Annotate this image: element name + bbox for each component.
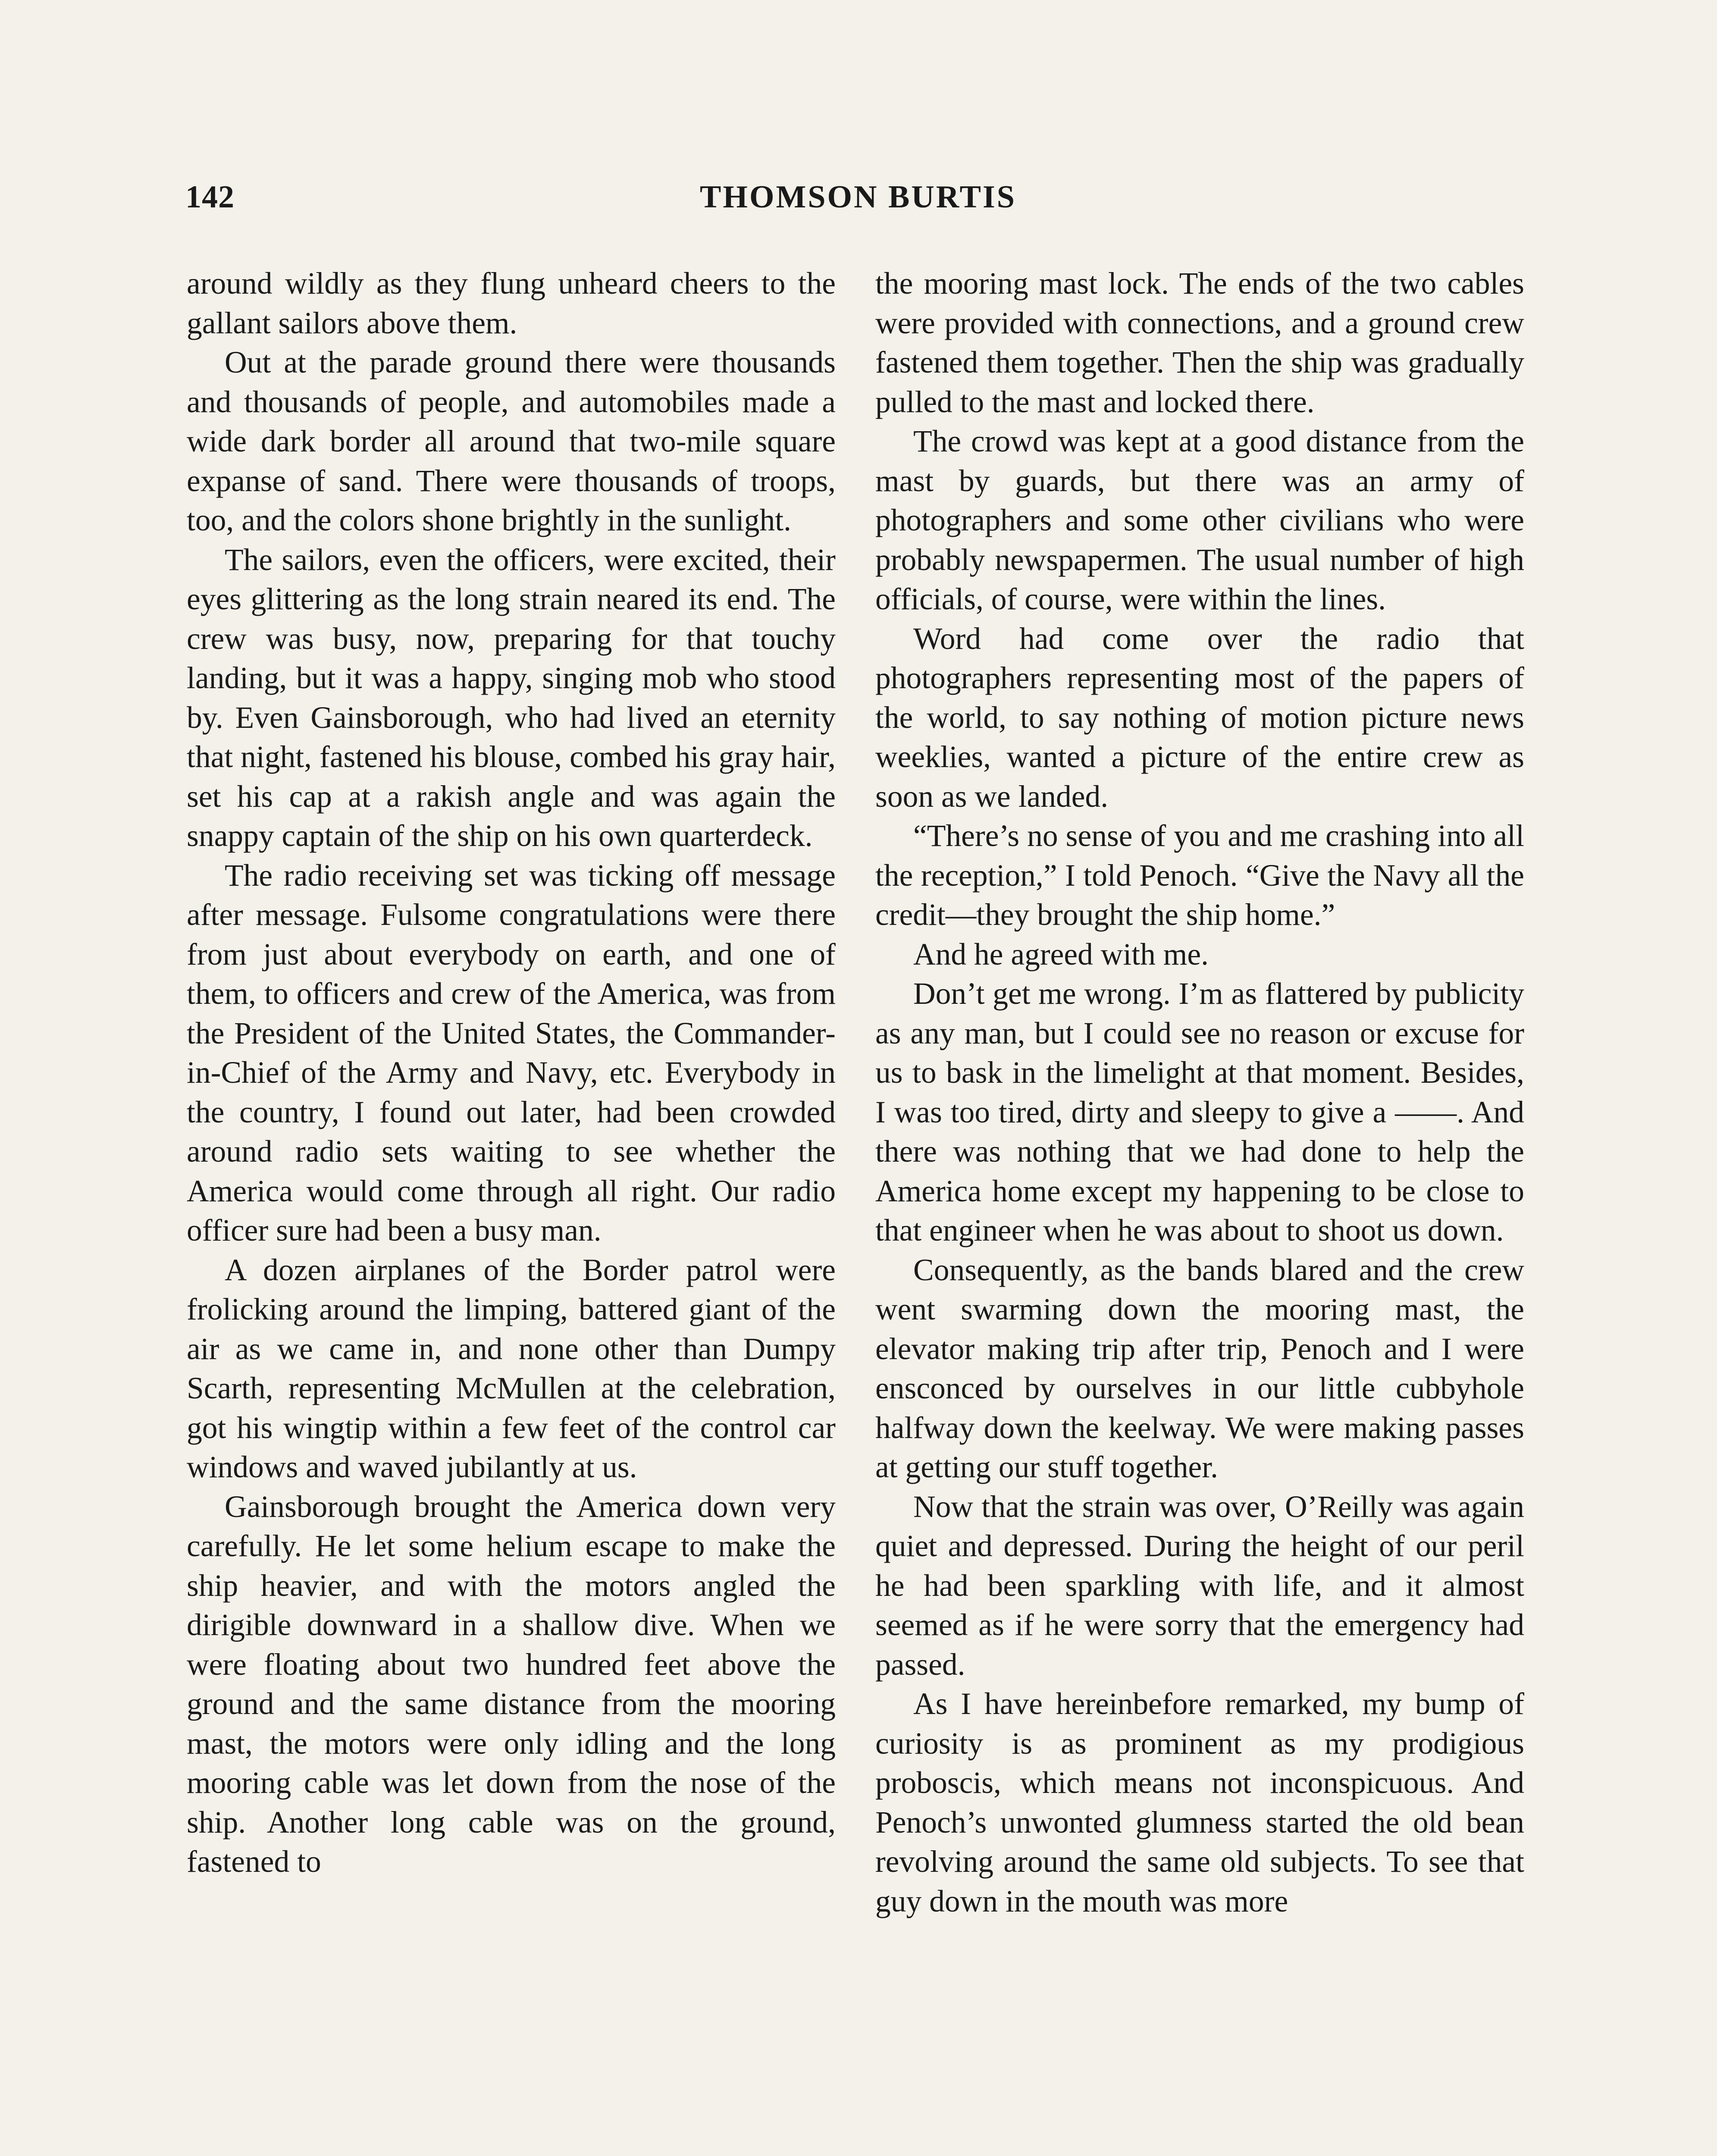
paragraph: The radio receiving set was ticking off message after message. Fulsome congratulations were there from just about everybody on earth, and one of them, to officers and crew of the America, was from the President of the United States, the Commander-in-Chief of the Army and Navy, etc. Everybody in the country, I found out later, had been crowded around radio sets waiting to see whether the America would come through all right. Our radio officer sure had been a busy man. bbox=[187, 858, 836, 1247]
paragraph: Out at the parade ground there were thousands and thousands of people, and automobiles made a wide dark border all around that two-mile square expanse of sand. There were thousands of troops, too, and the colors shone brightly in the sunlight. bbox=[187, 345, 836, 537]
left-column bbox=[187, 264, 836, 1882]
paragraph: The crowd was kept at a good distance from the mast by guards, but there was an army of photographers and some other civilians who were probably newspapermen. The usual number of high officials, of course, were within the lines. bbox=[875, 424, 1524, 616]
paragraph: Word had come over the radio that photographers representing most of the papers of the world, to say nothing of motion picture news weeklies, wanted a picture of the entire crew as soon as we landed. bbox=[875, 621, 1524, 814]
page-number: 142 bbox=[185, 179, 235, 215]
paragraph: A dozen airplanes of the Border patrol were frolicking around the limping, battered giant of the air as we came in, and none other than Dumpy Scarth, representing McMullen at the celebration, got his wingtip within a few feet of the control car windows and waved jubilantly at us. bbox=[187, 1253, 836, 1484]
right-column bbox=[875, 264, 1524, 1921]
paragraph: As I have hereinbefore remarked, my bump of curiosity is as prominent as my prodigious proboscis, which means not inconspicuous. And Penoch’s unwonted glumness started the old bean revolving around the same old subjects. To see that guy down in the mouth was more bbox=[875, 1687, 1524, 1918]
paragraph: Consequently, as the bands blared and the crew went swarming down the mooring mast, the elevator making trip after trip, Penoch and I were ensconced by ourselves in our little cubbyhole halfway down the keelway. We were making passes at getting our stuff together. bbox=[875, 1253, 1524, 1484]
page-header bbox=[185, 179, 1531, 226]
paragraph: Now that the strain was over, O’Reilly was again quiet and depressed. During the height of our peril he had been sparkling with life, and it almost seemed as if he were sorry that the emergency had passed. bbox=[875, 1489, 1524, 1682]
paragraph: Don’t get me wrong. I’m as flattered by publicity as any man, but I could see no reason or excuse for us to bask in the limelight at that moment. Besides, I was too tired, dirty and sleepy to give a ——. And there was nothing that we had done to help the America home except my happening to be close to that engineer when he was about to shoot us down. bbox=[875, 977, 1524, 1247]
paragraph: the mooring mast lock. The ends of the two cables were provided with connections, and a ground crew fastened them together. Then the ship was gradually pulled to the mast and locked there. bbox=[875, 266, 1524, 419]
paragraph: around wildly as they flung unheard cheers to the gallant sailors above them. bbox=[187, 266, 836, 340]
paragraph: The sailors, even the officers, were excited, their eyes glittering as the long strain neared its end. The crew was busy, now, preparing for that touchy landing, but it was a happy, singing mob who stood by. Even Gainsborough, who had lived an eternity that night, fastened his blouse, combed his gray hair, set his cap at a rakish angle and was again the snappy captain of the ship on his own quarterdeck. bbox=[187, 542, 836, 853]
paragraph: And he agreed with me. bbox=[913, 937, 1209, 971]
paragraph: Gainsborough brought the America down very carefully. He let some helium escape to make the ship heavier, and with the motors angled the dirigible downward in a shallow dive. When we were floating about two hundred feet above the ground and the same distance from the mooring mast, the motors were only idling and the long mooring cable was let down from the nose of the ship. Another long cable was on the ground, fastened to bbox=[187, 1489, 836, 1879]
running-head: THOMSON BURTIS bbox=[700, 179, 1016, 215]
paragraph: “There’s no sense of you and me crashing into all the reception,” I told Penoch. “Give the Navy all the credit—they brought the ship home.” bbox=[875, 819, 1524, 932]
